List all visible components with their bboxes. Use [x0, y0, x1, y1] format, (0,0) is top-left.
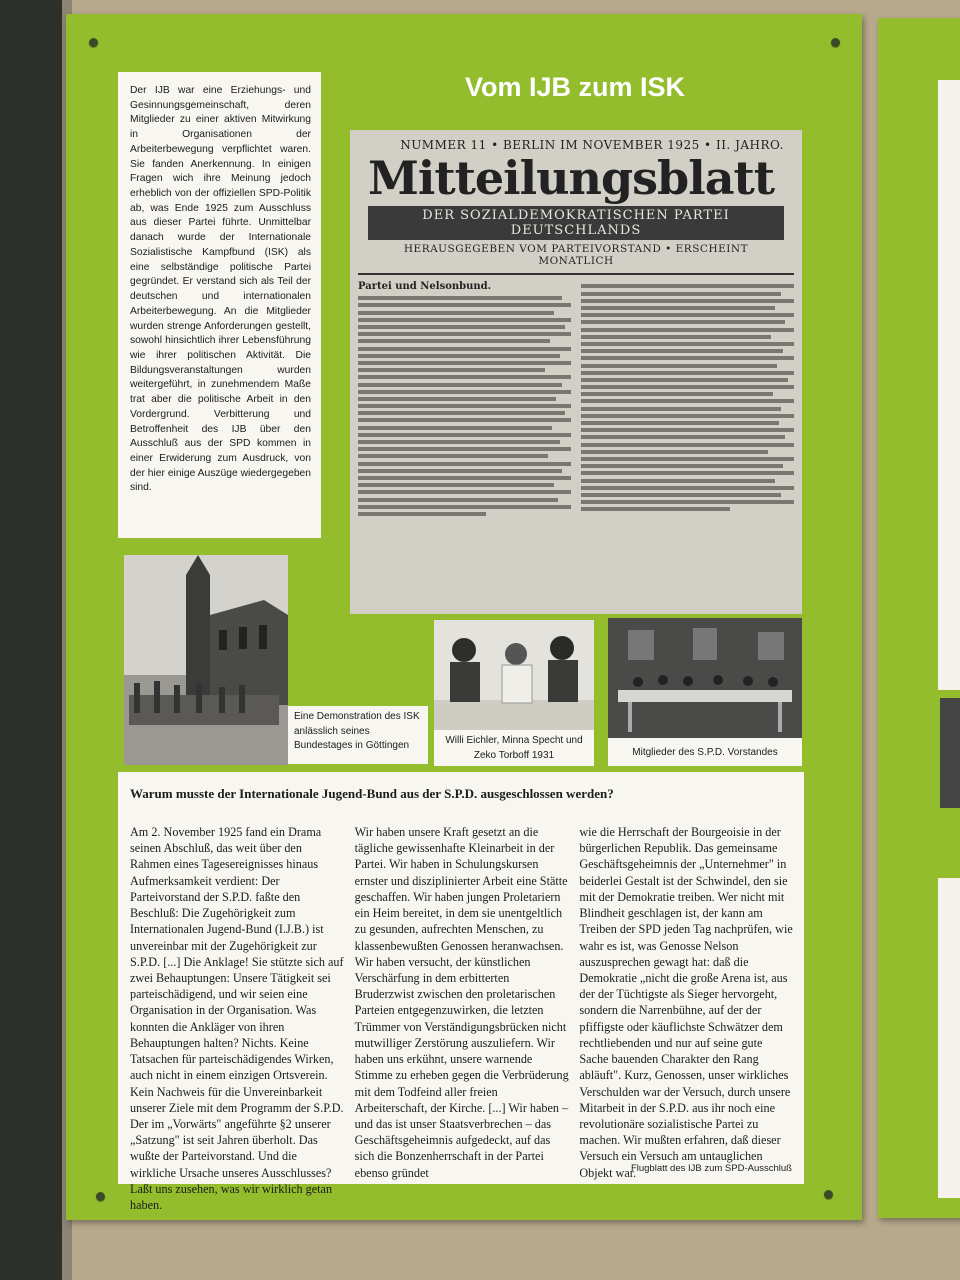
newspaper-masthead [358, 136, 794, 275]
eichler-specht-torboff-photo [434, 620, 594, 730]
article-heading: Warum musste der Internationale Jugend-Bund aus der S.P.D. ausgeschlossen werden? [130, 786, 614, 801]
adjacent-board [878, 18, 960, 1218]
demonstration-photo [124, 555, 288, 765]
newspaper-column-right [581, 281, 794, 519]
article-column-3 [579, 824, 794, 1213]
pin [824, 1190, 833, 1199]
adjacent-text-panel [938, 80, 960, 690]
demonstration-photo-image [124, 555, 288, 765]
adjacent-document [938, 878, 960, 1198]
article-source: Flugblatt des IJB zum SPD-Ausschluß [630, 1163, 792, 1174]
intro-text-panel: Der IJB war eine Erziehungs- und Gesinnungsgemeinschaft, deren Mitglieder zu einer aktiven Mitwirkung in Organisationen der Arbeiterbewegung verpflichtet waren. Sie fanden Anerkennung. In einigen Fragen wich ihre Meinung jedoch erheblich von der offiziellen SPD-Politik ab, was Ende 1925 zum Ausschluss aus dieser Partei führte. Unmittelbar danach wurde der Internationale Sozialistische Kampfbund (ISK) als eine selbständige politische Partei gegründet. Er verstand sich als Teil der deutschen und internationalen Arbeiterbewegung. An die Mitglieder wurden strenge Anforderungen gestellt, sowohl hinsichtlich ihrer Lebensführung wie ihrer politischen Aktivität. Die Bildungsveranstaltungen wurden weitergeführt, in zunehmendem Maße trat aber die politische Arbeit in den Vordergrund. Verbitterung und Betroffenheit des IJB über den Ausschluß aus der SPD kommen in einer Erwiderung zum Ausdruck, von der hier einige Auszüge wiedergegeben sind. [118, 72, 321, 538]
demonstration-caption: Eine Demonstration des ISK anlässlich seines Bundestages in Göttingen [288, 706, 428, 764]
newspaper-clipping [350, 130, 802, 614]
newspaper-issue-line: NUMMER 11 • BERLIN IM NOVEMBER 1925 • II. JAHRO. [400, 138, 784, 152]
newspaper-article-heading: Partei und Nelsonbund. [358, 281, 492, 293]
newspaper-subtitle: HERAUSGEGEBEN VOM PARTEIVORSTAND • ERSCHEINT MONATLICH [403, 243, 749, 268]
people-caption: Willi Eichler, Minna Specht und Zeko Torboff 1931 [434, 730, 594, 766]
article-col1-text: Am 2. November 1925 fand ein Drama seinen Abschluß, das weit über den Rahmen eines Tagesereignisses hinaus Aufmerksamkeit verdient: Der Parteivorstand der S.P.D. faßte den Beschluß: Die Zugehörigkeit zum Internationalen Jugend-Bund (I.J.B.) ist unvereinbar mit der Zugehörigkeit zur S.P.D. [...] Die Anklage! Sie stützte sich auf zwei Behauptungen: Unsere Tätigkeit sei parteischädigend, und wir seien eine Organisation in der Organisation. Was konnten die Ankläger von ihren Behauptungen halten? Nichts. Keine Tatsachen für parteischädigendes Wirken, auch nicht in einem einzigen Ortsverein. Kein Nachweis für die Unvereinbarkeit unserer Ziele mit dem Programm der S.P.D. Der im „Vorwärts" angeführte §2 unserer „Satzung" ist seit Jahren überholt. Das wußte der Parteivorstand. Und die wirkliche Ursache unseres Ausschlusses? Laßt uns zusehen, was wir wirklich getan haben. [130, 825, 344, 1213]
newspaper-party: DER SOZIALDEMOKRATISCHEN PARTEI DEUTSCHLANDS [368, 206, 784, 240]
pin [831, 38, 840, 47]
board-caption: Mitglieder des S.P.D. Vorstandes [608, 738, 802, 766]
newspaper-column-left [358, 281, 571, 519]
page-title: Vom IJB zum ISK [464, 72, 686, 102]
pin [89, 38, 98, 47]
article-column-2 [355, 824, 570, 1213]
leaflet-article [118, 772, 804, 1213]
adjacent-photo [940, 698, 960, 808]
article-col3-text: wie die Herrschaft der Bourgeoisie in der bürgerlichen Republik. Das gemeinsame Geschäftsgeheimnis der „Unternehmer" in beiderlei Gestalt ist der Schwindel, den sie mit der Demokratie treiben. Wer nicht mit Blindheit geschlagen ist, der kann am Treiben der SPD jeden Tag nachprüfen, wie wahr es ist, was Genosse Nelson auszusprechen gewagt hat: daß die Demokratie „nicht die große Arena ist, aus der der Tüchtigste als Sieger hervorgeht, sondern die Narrenbühne, auf der der pfiffigste oder käuflichste Schwätzer dem rechtliebenden und nur auf seine gute Sache bauenden Charakter den Rang abläuft". Kurz, Genossen, unser wirkliches Verschulden war der Versuch, durch unsere Mitarbeit in der S.P.D. aus ihr noch eine revolutionäre sozialistische Partei zu machen. Wir mußten erfahren, daß dieser Versuch ein Versuch am untauglichen Objekt war. [579, 825, 793, 1180]
newspaper-name: Mitteilungsblatt [368, 151, 774, 205]
pin [96, 1192, 105, 1201]
article-col2-text: Wir haben unsere Kraft gesetzt an die tägliche gewissenhafte Kleinarbeit in der Partei. Wir haben in Schulungskursen ernster und disziplinierter Arbeit eine Stätte geschaffen. Wir haben jungen Proletariern ein Heim bereitet, in dem sie unentgeltlich zu gesunden, aufrechten Menschen, zu klassenbewußten Genossen heranwachsen. Wir haben versucht, der künstlichen Verschärfung in dem erbitterten Bruderzwist zwischen den proletarischen Parteien entgegenzuwirken, die letzten Trümmer von Verständigungsbrücken nicht mutwilliger Zerstörung auszuliefern. Wir haben uns erkühnt, unsere warnende Stimme zu erheben gegen die Verbrüderung mit dem Todfeind aller freien Arbeiterschaft, der Kirche. [...] Wir haben – und das ist unser Staatsverbrechen – das Geschäftsgeheimnis aufgedeckt, auf das sich die Bonzenherrschaft in der Partei ebenso gründet [354, 825, 569, 1180]
people-photo-image [434, 620, 594, 730]
spd-board-photo [608, 618, 802, 738]
wall-dark-edge [0, 0, 62, 1280]
board-photo-image [608, 618, 802, 738]
article-column-1 [130, 824, 345, 1213]
